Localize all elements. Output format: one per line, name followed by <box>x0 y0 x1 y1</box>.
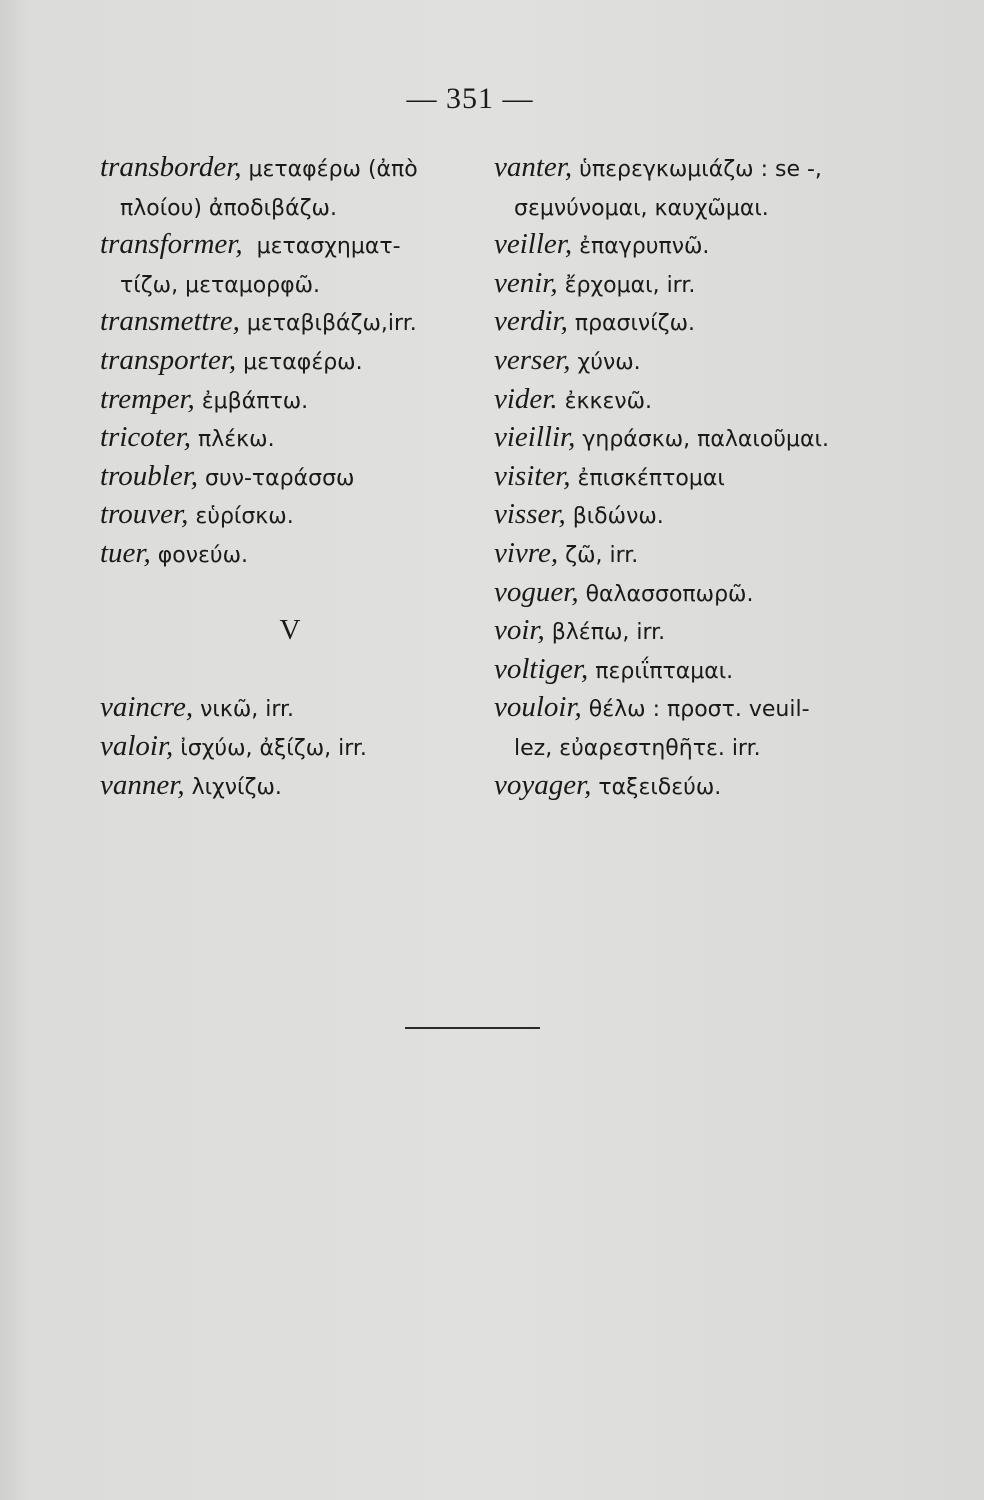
dictionary-entry <box>100 148 480 187</box>
french-headword: transporter, <box>100 343 237 376</box>
dictionary-entry <box>494 534 894 573</box>
greek-translation: ἐκκενῶ. <box>557 388 653 414</box>
greek-translation: χύνω. <box>570 349 641 375</box>
dictionary-entry <box>494 148 894 187</box>
greek-translation: λιχνίζω. <box>184 774 282 800</box>
french-headword: trouver, <box>100 498 189 531</box>
greek-translation: τίζω, μεταμορφῶ. <box>120 272 321 298</box>
greek-translation: ἔρχομαι, irr. <box>557 272 696 298</box>
dictionary-entry <box>100 341 480 380</box>
french-headword: vider. <box>494 382 558 415</box>
dictionary-entry <box>494 187 894 226</box>
french-headword: voir, <box>494 614 545 647</box>
dictionary-entry <box>494 457 894 496</box>
greek-translation: ὑπερεγκωμιάζω : se -, <box>572 157 822 182</box>
dictionary-entry <box>100 264 480 303</box>
french-headword: tricoter, <box>100 421 192 454</box>
french-headword: venir, <box>494 266 558 299</box>
dictionary-entry <box>100 534 480 573</box>
dictionary-entry <box>494 688 894 727</box>
greek-translation: θαλασσοπωρῶ. <box>578 581 754 607</box>
greek-translation: μετασχηματ- <box>242 234 401 260</box>
greek-translation: lez, εὐαρεστηθῆτε. irr. <box>514 735 761 761</box>
left-column <box>100 148 480 804</box>
greek-translation: ἐπισκέπτομαι <box>570 465 725 491</box>
french-headword: tuer, <box>100 536 151 569</box>
french-headword: verdir, <box>494 305 568 338</box>
spacer <box>100 650 480 689</box>
french-headword: veiller, <box>494 228 573 261</box>
dictionary-entry <box>100 380 480 419</box>
dictionary-entry <box>494 380 894 419</box>
greek-translation: ζῶ, irr. <box>558 542 639 568</box>
page-number: — 351 — <box>406 82 534 115</box>
greek-translation: συν-ταράσσω <box>198 465 355 491</box>
greek-translation: μεταβιβάζω,irr. <box>239 311 417 337</box>
greek-translation: βλέπω, irr. <box>544 620 666 646</box>
dictionary-entry <box>494 225 894 264</box>
french-headword: transmettre, <box>100 305 240 338</box>
end-rule <box>405 1027 540 1029</box>
greek-translation: εὑρίσκω. <box>188 504 294 530</box>
dictionary-entry <box>494 495 894 534</box>
greek-translation: πλέκω. <box>191 427 275 453</box>
french-headword: vouloir, <box>494 691 582 724</box>
french-headword: verser, <box>494 343 571 376</box>
french-headword: vieillir, <box>494 421 576 454</box>
dictionary-entry <box>100 688 480 727</box>
dictionary-entry <box>494 650 894 689</box>
dictionary-entry <box>494 727 894 766</box>
french-headword: voyager, <box>494 768 592 801</box>
dictionary-entry <box>100 225 480 264</box>
dictionary-entry <box>100 418 480 457</box>
greek-translation: περιΐπταμαι. <box>588 658 734 684</box>
greek-translation: μεταφέρω. <box>236 349 363 375</box>
greek-translation: μεταφέρω (ἀπὸ <box>241 157 418 182</box>
french-headword: voltiger, <box>494 652 589 685</box>
greek-translation: πρασινίζω. <box>567 311 696 337</box>
french-headword: vivre, <box>494 536 559 569</box>
french-headword: valoir, <box>100 729 174 762</box>
french-headword: voguer, <box>494 575 579 608</box>
dictionary-entry <box>494 573 894 612</box>
spacer <box>100 573 480 612</box>
french-headword: vaincre, <box>100 691 194 724</box>
french-headword: tremper, <box>100 382 195 415</box>
dictionary-entry <box>494 264 894 303</box>
greek-translation: σεμνύνομαι, καυχῶμαι. <box>514 195 769 221</box>
dictionary-entry <box>494 611 894 650</box>
section-letter: V <box>279 614 301 647</box>
dictionary-entry <box>100 495 480 534</box>
dictionary-entry <box>494 341 894 380</box>
greek-translation: ταξειδεύω. <box>591 774 722 800</box>
greek-translation: βιδώνω. <box>565 504 664 530</box>
dictionary-entry <box>100 457 480 496</box>
greek-translation: νικῶ, irr. <box>193 697 295 723</box>
french-headword: transformer, <box>100 228 243 261</box>
dictionary-entry <box>100 766 480 805</box>
greek-translation: ἰσχύω, ἀξίζω, irr. <box>173 735 367 761</box>
greek-translation: ἐμβάπτω. <box>194 388 309 414</box>
dictionary-entry <box>100 187 480 226</box>
french-headword: visser, <box>494 498 566 531</box>
greek-translation: πλοίου) ἀποδιβάζω. <box>120 195 337 221</box>
right-column <box>494 148 894 804</box>
dictionary-entry <box>100 302 480 341</box>
dictionary-entry <box>494 302 894 341</box>
greek-translation: ἐπαγρυπνῶ. <box>572 234 710 260</box>
greek-translation: φονεύω. <box>150 542 249 568</box>
greek-translation: θέλω : προστ. veuil- <box>581 697 810 723</box>
dictionary-entry <box>494 418 894 457</box>
french-headword: vanner, <box>100 768 185 801</box>
french-headword: troubler, <box>100 459 199 492</box>
dictionary-entry <box>100 727 480 766</box>
french-headword: vanter, <box>494 151 573 183</box>
french-headword: visiter, <box>494 459 571 492</box>
dictionary-entry <box>494 766 894 805</box>
greek-translation: γηράσκω, παλαιοῦμαι. <box>575 427 829 453</box>
french-headword: transborder, <box>100 151 242 183</box>
